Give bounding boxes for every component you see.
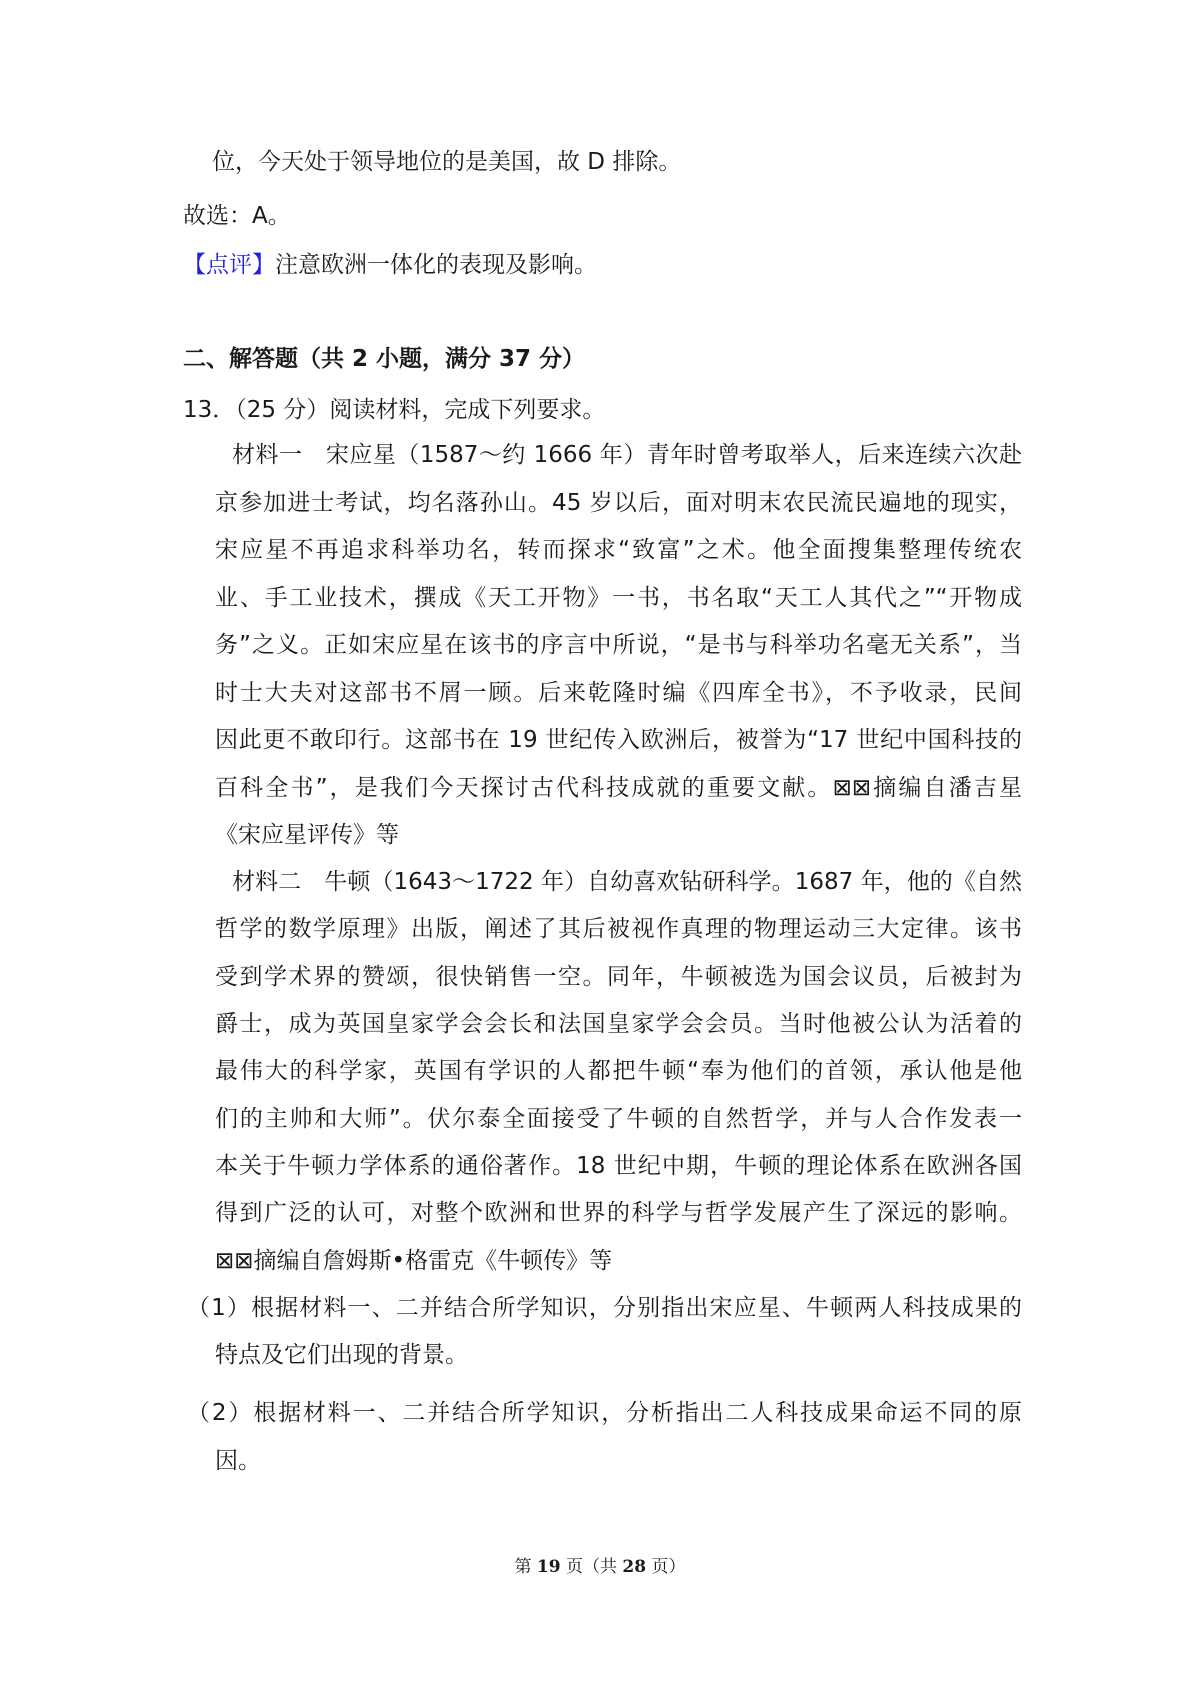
answer-explanation-line: 位，今天处于领导地位的是美国，故 D 排除。 bbox=[212, 149, 682, 175]
material2-line: 们的主帅和大师”。伏尔泰全面接受了牛顿的自然哲学，并与人合作发表一 bbox=[215, 1106, 1022, 1132]
material2-line: 哲学的数学原理》出版，阐述了其后被视作真理的物理运动三大定律。该书 bbox=[215, 916, 1022, 942]
material2-line: 本关于牛顿力学体系的通俗著作。18 世纪中期，牛顿的理论体系在欧洲各国 bbox=[215, 1153, 1022, 1179]
footer-prefix: 第 bbox=[514, 1557, 537, 1577]
subquestion-1-line: 特点及它们出现的背景。 bbox=[215, 1342, 468, 1368]
answer-choice: 故选：A。 bbox=[183, 203, 291, 229]
material1-line: 百科全书”，是我们今天探讨古代科技成就的重要文献。⊠⊠摘编自潘吉星 bbox=[215, 775, 1022, 801]
comment-label: 【点评】 bbox=[183, 252, 275, 278]
footer-page-number: 19 bbox=[536, 1557, 561, 1577]
question-number: 13． bbox=[183, 397, 236, 423]
material1-line: 务”之义。正如宋应星在该书的序言中所说，“是书与科举功名毫无关系”，当 bbox=[215, 632, 1022, 658]
subquestion-2-line: （2）根据材料一、二并结合所学知识，分析指出二人科技成果命运不同的原 bbox=[187, 1400, 1022, 1426]
footer-page-total: 28 bbox=[622, 1557, 647, 1577]
material2-line: 爵士，成为英国皇家学会会长和法国皇家学会会员。当时他被公认为活着的 bbox=[215, 1011, 1022, 1037]
section-heading: 二、解答题（共 2 小题，满分 37 分） bbox=[183, 346, 586, 372]
subquestion-1-line: （1）根据材料一、二并结合所学知识，分别指出宋应星、牛顿两人科技成果的 bbox=[187, 1295, 1022, 1321]
material1-line: 京参加进士考试，均名落孙山。45 岁以后，面对明末农民流民遍地的现实， bbox=[215, 490, 1022, 516]
question-prompt: （25 分）阅读材料，完成下列要求。 bbox=[235, 397, 606, 423]
material2-line: 材料二 牛顿（1643～1722 年）自幼喜欢钻研科学。1687 年，他的《自然 bbox=[232, 869, 1022, 895]
material2-line: 得到广泛的认可，对整个欧洲和世界的科学与哲学发展产生了深远的影响。 bbox=[215, 1200, 1022, 1226]
material1-line: 因此更不敢印行。这部书在 19 世纪传入欧洲后，被誉为“17 世纪中国科技的 bbox=[215, 727, 1022, 753]
material2-line: ⊠⊠摘编自詹姆斯•格雷克《牛顿传》等 bbox=[215, 1248, 613, 1274]
material2-line: 最伟大的科学家，英国有学识的人都把牛顿“奉为他们的首领，承认他是他 bbox=[215, 1058, 1022, 1084]
footer-suffix: 页） bbox=[646, 1557, 686, 1577]
material1-line: 时士大夫对这部书不屑一顾。后来乾隆时编《四库全书》，不予收录，民间 bbox=[215, 680, 1022, 706]
material2-line: 受到学术界的赞颂，很快销售一空。同年，牛顿被选为国会议员，后被封为 bbox=[215, 964, 1022, 990]
question-header bbox=[183, 395, 605, 425]
material1-line: 宋应星不再追求科举功名，转而探求“致富”之术。他全面搜集整理传统农 bbox=[215, 537, 1022, 563]
comment bbox=[183, 250, 597, 280]
material1-line: 《宋应星评传》等 bbox=[215, 822, 399, 848]
comment-text: 注意欧洲一体化的表现及影响。 bbox=[275, 252, 597, 278]
material1-line: 业、手工业技术，撰成《天工开物》一书，书名取“天工人其代之”“开物成 bbox=[215, 585, 1022, 611]
page-footer bbox=[0, 1555, 1200, 1579]
material1-line: 材料一 宋应星（1587～约 1666 年）青年时曾考取举人，后来连续六次赴 bbox=[232, 442, 1022, 468]
subquestion-2-line: 因。 bbox=[215, 1448, 261, 1474]
footer-middle: 页（共 bbox=[560, 1557, 623, 1577]
